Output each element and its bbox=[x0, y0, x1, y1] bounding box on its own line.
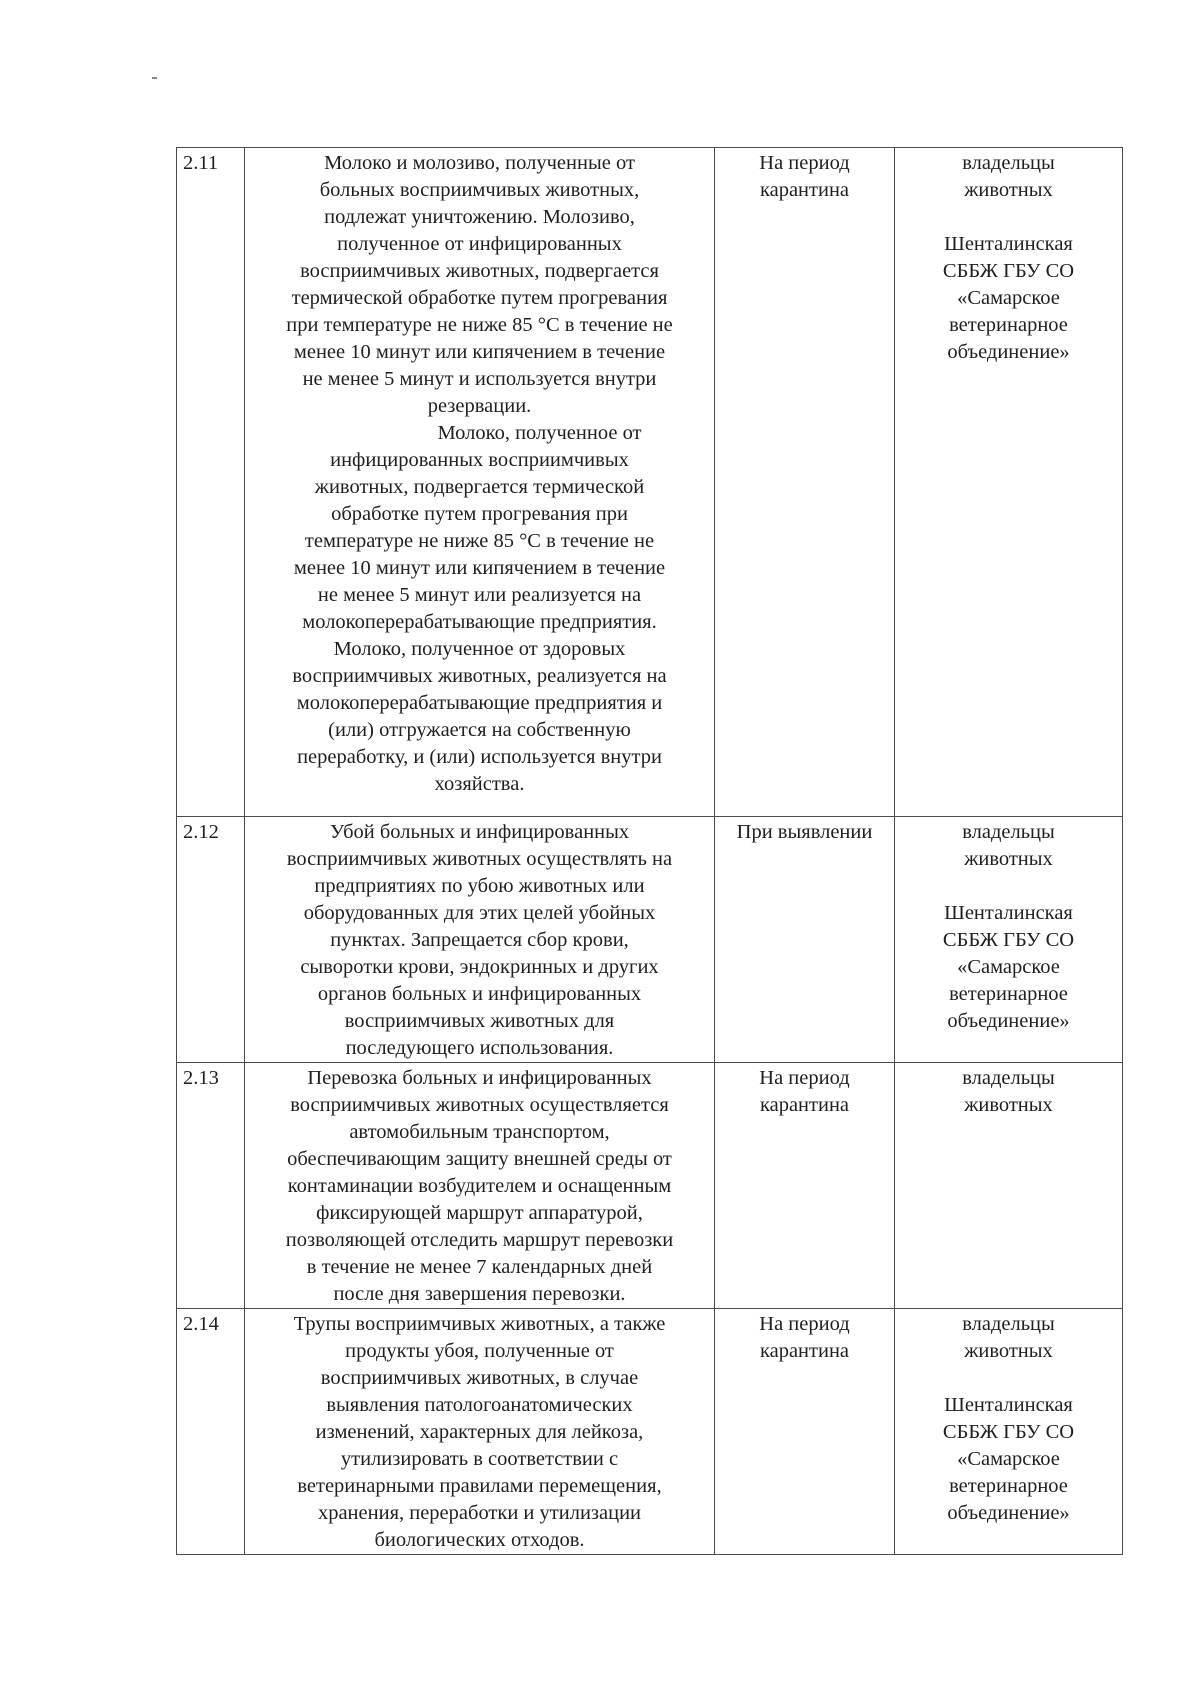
table-row bbox=[177, 1063, 1123, 1309]
description-line: температуре не ниже 85 °С в течение не bbox=[304, 530, 655, 552]
description-line: контаминации возбудителем и оснащенным bbox=[287, 1175, 672, 1197]
responsible-org-line: ветеринарное bbox=[949, 1475, 1068, 1497]
description-line: больных восприимчивых животных, bbox=[319, 179, 640, 201]
description-line: пунктах. Запрещается сбор крови, bbox=[330, 929, 629, 951]
description-line: продукты убоя, полученные от bbox=[345, 1340, 614, 1362]
description-line: оборудованных для этих целей убойных bbox=[303, 902, 656, 924]
term-line: карантина bbox=[759, 1340, 850, 1362]
description-line: выявления патологоанатомических bbox=[326, 1394, 633, 1416]
scan-speck bbox=[152, 77, 157, 79]
responsible-org-line: объединение» bbox=[947, 1502, 1070, 1524]
responsible-parties bbox=[895, 148, 1123, 817]
responsible-parties bbox=[895, 1309, 1123, 1555]
table-row bbox=[177, 1309, 1123, 1555]
measure-description bbox=[245, 1309, 715, 1555]
term-line: карантина bbox=[759, 1094, 850, 1116]
responsible-owner-line: владельцы bbox=[962, 821, 1055, 843]
description-line: не менее 5 минут или реализуется на bbox=[317, 584, 642, 606]
responsible-owner-line: животных bbox=[964, 848, 1053, 870]
responsible-parties bbox=[895, 1063, 1123, 1309]
measure-term bbox=[715, 1063, 895, 1309]
description-line: биологических отходов. bbox=[374, 1529, 585, 1551]
row-number: 2.13 bbox=[177, 1063, 245, 1309]
measure-description bbox=[245, 1063, 715, 1309]
responsible-owner-line: животных bbox=[964, 179, 1053, 201]
responsible-org-line: ветеринарное bbox=[949, 983, 1068, 1005]
description-line: обработке путем прогревания при bbox=[331, 503, 628, 525]
term-line: На период bbox=[759, 1313, 850, 1335]
term-line: На период bbox=[759, 1067, 850, 1089]
measure-term bbox=[715, 817, 895, 1063]
description-line: Молоко, полученное от здоровых bbox=[333, 638, 626, 660]
responsible-org-line: СББЖ ГБУ СО bbox=[942, 1421, 1075, 1443]
table-row bbox=[177, 148, 1123, 817]
description-line: Трупы восприимчивых животных, а также bbox=[293, 1313, 666, 1335]
measure-description bbox=[245, 148, 715, 817]
description-line: хранения, переработки и утилизации bbox=[317, 1502, 642, 1524]
description-line: органов больных и инфицированных bbox=[317, 983, 642, 1005]
responsible-owner-line: владельцы bbox=[962, 1313, 1055, 1335]
description-line: восприимчивых животных для bbox=[344, 1010, 615, 1032]
description-line: в течение не менее 7 календарных дней bbox=[306, 1256, 653, 1278]
table-row bbox=[177, 817, 1123, 1063]
responsible-owner-line: владельцы bbox=[962, 152, 1055, 174]
spacer bbox=[901, 204, 1116, 231]
description-line: позволяющей отследить маршрут перевозки bbox=[285, 1229, 674, 1251]
responsible-parties bbox=[895, 817, 1123, 1063]
table-body bbox=[177, 148, 1123, 1555]
description-line: сыворотки крови, эндокринных и других bbox=[300, 956, 659, 978]
measure-term bbox=[715, 1309, 895, 1555]
description-line: менее 10 минут или кипячением в течение bbox=[293, 557, 666, 579]
responsible-org-line: Шенталинская bbox=[944, 233, 1073, 255]
description-line: Убой больных и инфицированных bbox=[329, 821, 630, 843]
spacer bbox=[901, 1365, 1116, 1392]
responsible-org-line: «Самарское bbox=[957, 287, 1060, 309]
description-line: изменений, характерных для лейкоза, bbox=[315, 1421, 644, 1443]
description-line: последующего использования. bbox=[345, 1037, 614, 1059]
responsible-owner-line: животных bbox=[964, 1340, 1053, 1362]
row-number: 2.14 bbox=[177, 1309, 245, 1555]
description-line: обеспечивающим защиту внешней среды от bbox=[287, 1148, 672, 1170]
description-line: восприимчивых животных осуществлять на bbox=[286, 848, 673, 870]
row-number: 2.12 bbox=[177, 817, 245, 1063]
description-line: восприимчивых животных, реализуется на bbox=[292, 665, 667, 687]
responsible-org-line: объединение» bbox=[947, 1010, 1070, 1032]
responsible-org-line: «Самарское bbox=[957, 956, 1060, 978]
description-line: хозяйства. bbox=[434, 773, 525, 795]
description-line: автомобильным транспортом, bbox=[349, 1121, 610, 1143]
row-number: 2.11 bbox=[177, 148, 245, 817]
responsible-org-line: СББЖ ГБУ СО bbox=[942, 929, 1075, 951]
measure-term bbox=[715, 148, 895, 817]
description-line: инфицированных восприимчивых bbox=[330, 449, 629, 471]
description-line: переработку, и (или) используется внутри bbox=[297, 746, 662, 768]
description-line: фиксирующей маршрут аппаратурой, bbox=[316, 1202, 643, 1224]
spacer bbox=[901, 873, 1116, 900]
description-line: молокоперерабатывающие предприятия. bbox=[302, 611, 657, 633]
term-line: На период bbox=[759, 152, 850, 174]
description-line: (или) отгружается на собственную bbox=[328, 719, 631, 741]
description-line: Молоко, полученное от bbox=[437, 422, 642, 444]
responsible-org-line: ветеринарное bbox=[949, 314, 1068, 336]
measure-description bbox=[245, 817, 715, 1063]
description-line: подлежат уничтожению. Молозиво, bbox=[324, 206, 635, 228]
description-line: резервации. bbox=[427, 395, 532, 417]
responsible-owner-line: животных bbox=[964, 1094, 1053, 1116]
responsible-org-line: объединение» bbox=[947, 341, 1070, 363]
description-line: полученное от инфицированных bbox=[337, 233, 622, 255]
description-line: животных, подвергается термической bbox=[314, 476, 645, 498]
description-line: при температуре не ниже 85 °С в течение не bbox=[286, 314, 673, 336]
description-line: Перевозка больных и инфицированных bbox=[307, 1067, 652, 1089]
description-line: восприимчивых животных осуществляется bbox=[290, 1094, 669, 1116]
responsible-org-line: СББЖ ГБУ СО bbox=[942, 260, 1075, 282]
description-line: восприимчивых животных, в случае bbox=[320, 1367, 639, 1389]
responsible-org-line: Шенталинская bbox=[944, 902, 1073, 924]
term-line: При выявлении bbox=[736, 821, 873, 843]
description-line: термической обработке путем прогревания bbox=[291, 287, 668, 309]
description-line: не менее 5 минут и используется внутри bbox=[302, 368, 657, 390]
description-line: предприятиях по убою животных или bbox=[314, 875, 645, 897]
description-line: ветеринарными правилами перемещения, bbox=[297, 1475, 662, 1497]
description-line: после дня завершения перевозки. bbox=[333, 1283, 626, 1305]
description-line: молокоперерабатывающие предприятия и bbox=[296, 692, 663, 714]
responsible-owner-line: владельцы bbox=[962, 1067, 1055, 1089]
description-line: восприимчивых животных, подвергается bbox=[300, 260, 659, 282]
description-line: менее 10 минут или кипячением в течение bbox=[293, 341, 666, 363]
measures-table bbox=[176, 147, 1123, 1555]
responsible-org-line: Шенталинская bbox=[944, 1394, 1073, 1416]
description-line: Молоко и молозиво, полученные от bbox=[324, 152, 635, 174]
responsible-org-line: «Самарское bbox=[957, 1448, 1060, 1470]
term-line: карантина bbox=[759, 179, 850, 201]
description-line: утилизировать в соответствии с bbox=[340, 1448, 619, 1470]
